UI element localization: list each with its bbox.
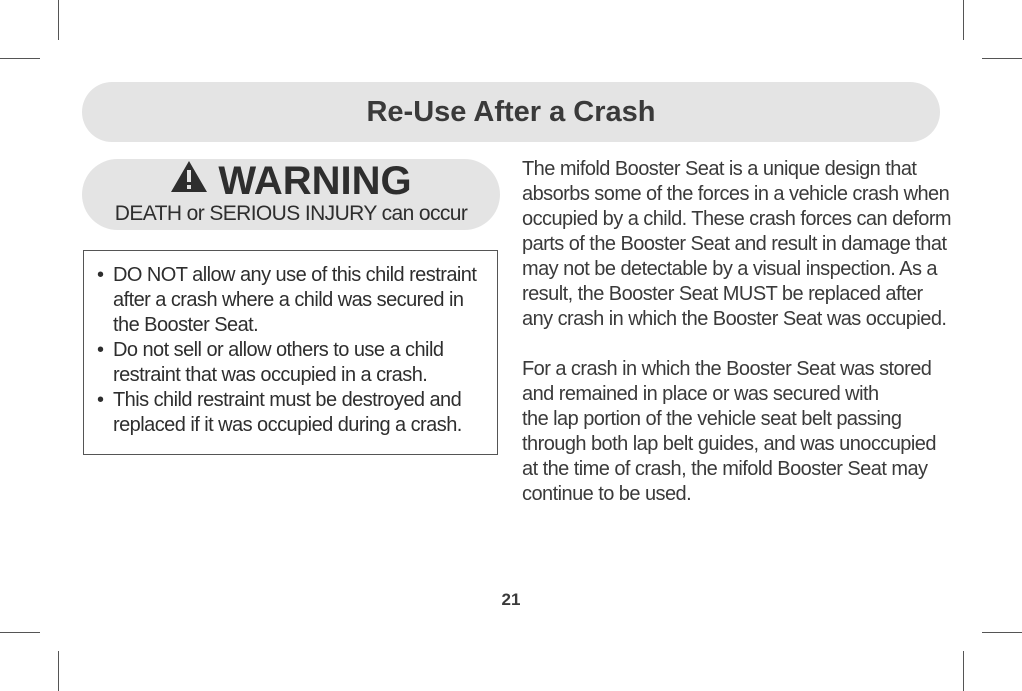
warning-list-item xyxy=(97,338,483,388)
warning-item-text: This child restraint must be destroyed and replaced if it was occupied during a crash. xyxy=(113,389,462,436)
crop-mark-bottom-right-vertical xyxy=(963,651,964,691)
warning-header xyxy=(82,159,500,230)
bullet: • xyxy=(97,264,104,286)
crop-mark-bottom-left-horizontal xyxy=(0,632,40,633)
page-number: 21 xyxy=(501,590,521,609)
warning-subheading: DEATH or SERIOUS INJURY can occur xyxy=(114,202,468,225)
bullet: • xyxy=(97,339,104,361)
crop-mark-bottom-left-vertical xyxy=(58,651,59,691)
crop-mark-top-left-horizontal xyxy=(0,58,40,59)
warning-box xyxy=(83,250,498,455)
crop-mark-top-right-vertical xyxy=(963,0,964,40)
warning-item-text: Do not sell or allow others to use a child restraint that was occupied in a crash. xyxy=(113,339,444,386)
warning-list-item xyxy=(97,388,483,438)
body-text xyxy=(522,157,952,532)
warning-heading: WARNING xyxy=(218,159,412,203)
warning-item-text: DO NOT allow any use of this child restraint after a crash where a child was secured in the Booster Seat. xyxy=(113,264,477,336)
warning-list-item xyxy=(97,263,483,338)
crop-mark-top-left-vertical xyxy=(58,0,59,40)
title-bar xyxy=(82,82,940,142)
crop-mark-bottom-right-horizontal xyxy=(982,632,1022,633)
bullet: • xyxy=(97,389,104,411)
crop-mark-top-right-horizontal xyxy=(982,58,1022,59)
page-title: Re-Use After a Crash xyxy=(366,95,656,128)
warning-list xyxy=(84,251,497,438)
body-paragraph: For a crash in which the Booster Seat was stored and remained in place or was secured with the lap portion of the vehicle seat belt passing through both lap belt guides, and was unoccupied at the time of crash, the mifold Booster Seat may continue to be used. xyxy=(522,358,936,505)
warning-heading-row xyxy=(82,161,500,203)
warning-triangle-icon xyxy=(170,160,208,200)
body-paragraph: The mifold Booster Seat is a unique design that absorbs some of the forces in a vehicle crash when occupied by a child. These crash forces can deform parts of the Booster Seat and result in damage that may not be detectable by a visual inspection. As a result, the Booster Seat MUST be replaced after any crash in which the Booster Seat was occupied. xyxy=(522,158,952,330)
